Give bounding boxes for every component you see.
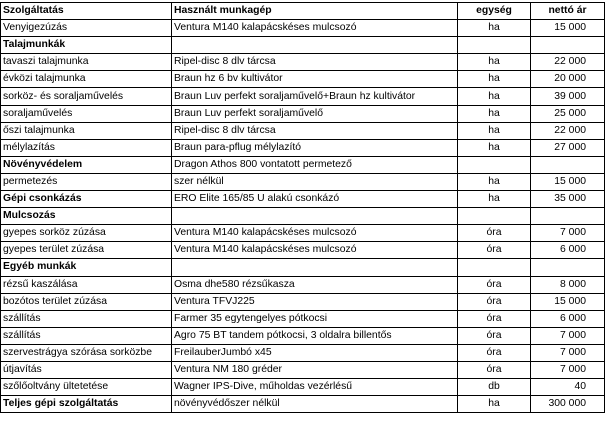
- cell-service: mélylazítás: [1, 139, 172, 156]
- cell-price: [531, 37, 605, 54]
- header-price: nettó ár: [531, 3, 605, 20]
- cell-service: évközi talajmunka: [1, 71, 172, 88]
- cell-machine: [172, 37, 458, 54]
- cell-machine: szer nélkül: [172, 173, 458, 190]
- table-row: [1, 105, 605, 122]
- cell-service: Teljes gépi szolgáltatás: [1, 396, 172, 413]
- cell-machine: Ventura TFVJ225: [172, 293, 458, 310]
- table-row: [1, 88, 605, 105]
- cell-price: 6 000: [531, 242, 605, 259]
- cell-unit: óra: [458, 327, 531, 344]
- table-row: [1, 54, 605, 71]
- cell-machine: [172, 208, 458, 225]
- cell-service: Növényvédelem: [1, 156, 172, 173]
- cell-machine: FreilauberJumbó x45: [172, 344, 458, 361]
- cell-machine: Braun Luv perfekt soraljaművelő+Braun hz kultivátor: [172, 88, 458, 105]
- cell-service: rézsű kaszálása: [1, 276, 172, 293]
- table-row: [1, 122, 605, 139]
- cell-price: [531, 208, 605, 225]
- table-row: [1, 225, 605, 242]
- section-row: [1, 396, 605, 413]
- cell-unit: óra: [458, 310, 531, 327]
- cell-service: útjavítás: [1, 361, 172, 378]
- cell-machine: Braun Luv perfekt soraljaművelő: [172, 105, 458, 122]
- cell-machine: Agro 75 BT tandem pótkocsi, 3 oldalra billentős: [172, 327, 458, 344]
- cell-price: 300 000: [531, 396, 605, 413]
- cell-machine: növényvédőszer nélkül: [172, 396, 458, 413]
- cell-unit: ha: [458, 396, 531, 413]
- cell-price: [531, 156, 605, 173]
- table-header-row: [1, 3, 605, 20]
- cell-service: soraljaművelés: [1, 105, 172, 122]
- cell-price: 15 000: [531, 173, 605, 190]
- cell-machine: Ventura M140 kalapácskéses mulcsozó: [172, 242, 458, 259]
- table-row: [1, 71, 605, 88]
- table-row: [1, 327, 605, 344]
- cell-unit: ha: [458, 54, 531, 71]
- cell-unit: ha: [458, 191, 531, 208]
- section-row: [1, 191, 605, 208]
- cell-machine: ERO Elite 165/85 U alakú csonkázó: [172, 191, 458, 208]
- section-row: [1, 208, 605, 225]
- cell-unit: [458, 156, 531, 173]
- price-table: [0, 2, 605, 413]
- cell-machine: Wagner IPS-Dive, műholdas vezérlésű: [172, 379, 458, 396]
- table-row: [1, 344, 605, 361]
- header-service: Szolgáltatás: [1, 3, 172, 20]
- cell-service: tavaszi talajmunka: [1, 54, 172, 71]
- cell-machine: Farmer 35 egytengelyes pótkocsi: [172, 310, 458, 327]
- cell-machine: Ripel-disc 8 dlv tárcsa: [172, 54, 458, 71]
- cell-price: 7 000: [531, 361, 605, 378]
- cell-machine: Ventura NM 180 gréder: [172, 361, 458, 378]
- cell-machine: Osma dhe580 rézsűkasza: [172, 276, 458, 293]
- cell-price: 7 000: [531, 327, 605, 344]
- cell-service: szállítás: [1, 327, 172, 344]
- cell-unit: óra: [458, 361, 531, 378]
- header-machine: Használt munkagép: [172, 3, 458, 20]
- cell-unit: óra: [458, 293, 531, 310]
- cell-service: szállítás: [1, 310, 172, 327]
- section-row: [1, 259, 605, 276]
- cell-price: 20 000: [531, 71, 605, 88]
- cell-price: 8 000: [531, 276, 605, 293]
- cell-service: Egyéb munkák: [1, 259, 172, 276]
- cell-price: 40: [531, 379, 605, 396]
- cell-service: Mulcsozás: [1, 208, 172, 225]
- cell-unit: ha: [458, 105, 531, 122]
- cell-price: 7 000: [531, 225, 605, 242]
- table-row: [1, 173, 605, 190]
- cell-price: 27 000: [531, 139, 605, 156]
- cell-machine: Ventura M140 kalapácskéses mulcsozó: [172, 20, 458, 37]
- cell-price: 15 000: [531, 293, 605, 310]
- cell-unit: óra: [458, 344, 531, 361]
- table-row: [1, 361, 605, 378]
- cell-unit: ha: [458, 173, 531, 190]
- cell-service: Venyigezúzás: [1, 20, 172, 37]
- cell-unit: óra: [458, 276, 531, 293]
- cell-unit: [458, 208, 531, 225]
- cell-unit: óra: [458, 225, 531, 242]
- cell-machine: Ripel-disc 8 dlv tárcsa: [172, 122, 458, 139]
- table-row: [1, 20, 605, 37]
- cell-service: szőlőoltvány ültetetése: [1, 379, 172, 396]
- cell-price: 39 000: [531, 88, 605, 105]
- table-row: [1, 293, 605, 310]
- cell-machine: Ventura M140 kalapácskéses mulcsozó: [172, 225, 458, 242]
- cell-service: Talajmunkák: [1, 37, 172, 54]
- cell-machine: Dragon Athos 800 vontatott permetező: [172, 156, 458, 173]
- cell-unit: [458, 37, 531, 54]
- cell-unit: ha: [458, 88, 531, 105]
- cell-service: gyepes sorköz zúzása: [1, 225, 172, 242]
- cell-unit: ha: [458, 139, 531, 156]
- cell-unit: óra: [458, 242, 531, 259]
- cell-service: őszi talajmunka: [1, 122, 172, 139]
- cell-price: [531, 259, 605, 276]
- cell-unit: db: [458, 379, 531, 396]
- cell-unit: ha: [458, 122, 531, 139]
- header-unit: egység: [458, 3, 531, 20]
- cell-price: 22 000: [531, 122, 605, 139]
- table-row: [1, 139, 605, 156]
- cell-unit: ha: [458, 20, 531, 37]
- cell-machine: Braun para-pflug mélylazító: [172, 139, 458, 156]
- cell-price: 22 000: [531, 54, 605, 71]
- cell-service: sorköz- és soraljaművelés: [1, 88, 172, 105]
- cell-service: szervestrágya szórása sorközbe: [1, 344, 172, 361]
- table-row: [1, 310, 605, 327]
- cell-price: 25 000: [531, 105, 605, 122]
- cell-service: permetezés: [1, 173, 172, 190]
- section-row: [1, 37, 605, 54]
- cell-unit: [458, 259, 531, 276]
- cell-service: Gépi csonkázás: [1, 191, 172, 208]
- table-row: [1, 276, 605, 293]
- cell-price: 35 000: [531, 191, 605, 208]
- cell-machine: Braun hz 6 bv kultivátor: [172, 71, 458, 88]
- section-row: [1, 156, 605, 173]
- table-row: [1, 379, 605, 396]
- cell-service: bozótos terület zúzása: [1, 293, 172, 310]
- cell-price: 6 000: [531, 310, 605, 327]
- cell-price: 7 000: [531, 344, 605, 361]
- cell-machine: [172, 259, 458, 276]
- cell-service: gyepes terület zúzása: [1, 242, 172, 259]
- table-row: [1, 242, 605, 259]
- cell-unit: ha: [458, 71, 531, 88]
- cell-price: 15 000: [531, 20, 605, 37]
